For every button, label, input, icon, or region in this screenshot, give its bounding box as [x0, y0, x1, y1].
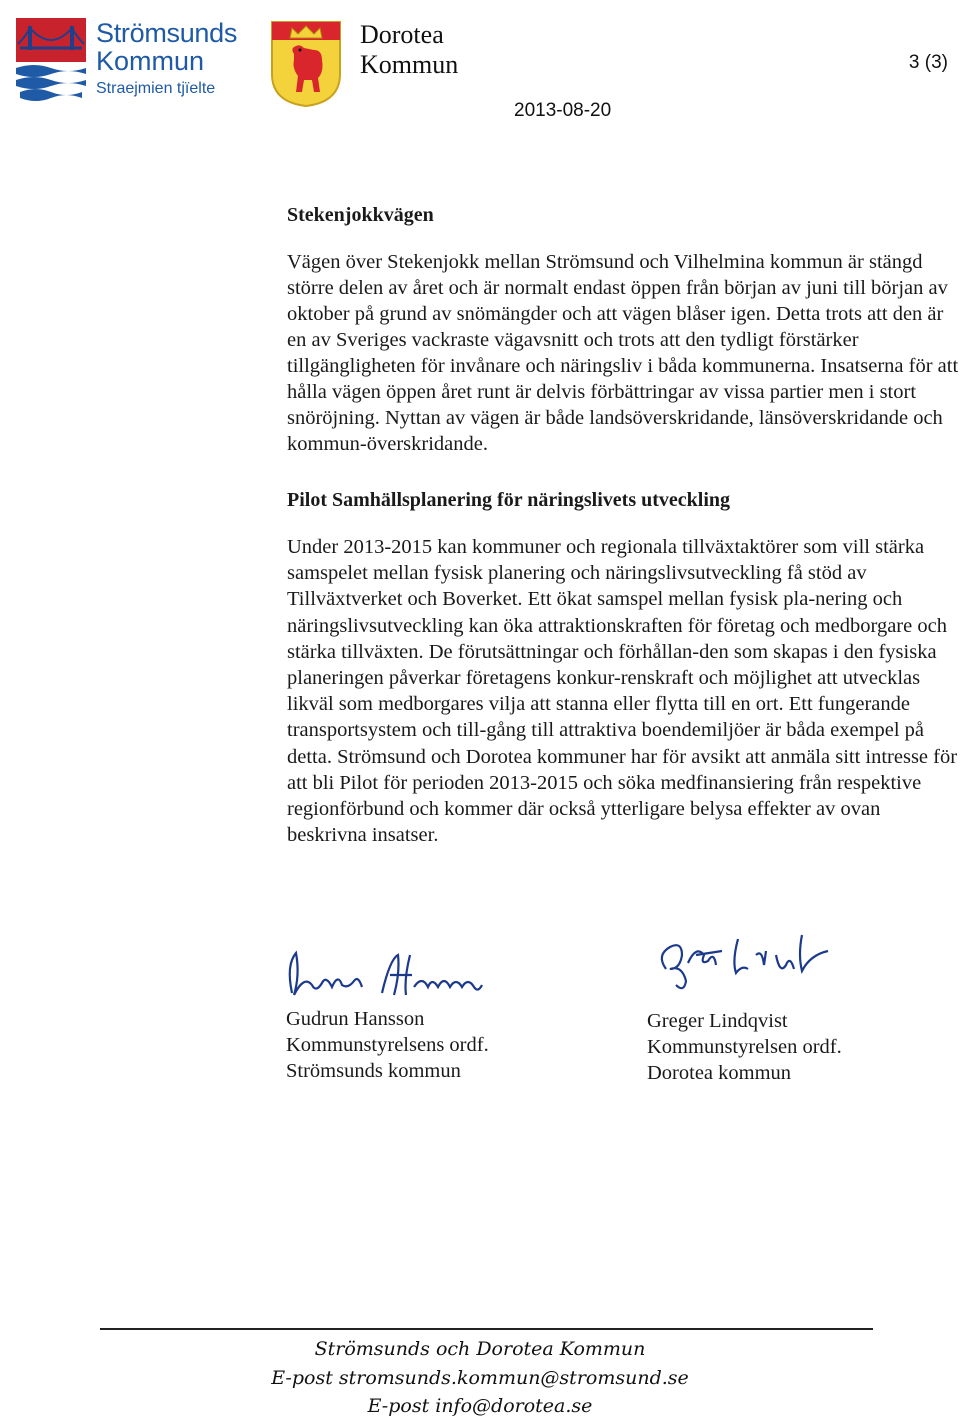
logo-text-sami: Straejmien tjïelte [96, 80, 216, 97]
stromsund-emblem-icon [16, 18, 86, 106]
signatory-block-left [286, 1006, 489, 1084]
footer-email-dorotea: E-post info@dorotea.se [367, 1395, 593, 1417]
signatory-name: Greger Lindqvist [647, 1010, 788, 1032]
org-name-line2: Kommun [360, 50, 459, 79]
stromsund-logo [16, 18, 256, 108]
signatory-name: Gudrun Hansson [286, 1008, 425, 1030]
footer-organisations: Strömsunds och Dorotea Kommun [314, 1338, 646, 1360]
document-body [287, 200, 959, 848]
footer-email-stromsund: E-post stromsunds.kommun@stromsund.se [271, 1367, 689, 1389]
section-heading-pilot: Pilot Samhällsplanering för näringslivets utveckling [287, 489, 730, 511]
logo-text-kommun: Kommun [96, 46, 205, 76]
dorotea-crest-icon [270, 20, 342, 108]
signatory-org: Dorotea kommun [647, 1062, 792, 1084]
org-name-line1: Dorotea [360, 20, 444, 49]
page-number: 3 (3) [908, 52, 948, 73]
signatory-org: Strömsunds kommun [286, 1060, 461, 1082]
section-paragraph-stekenjokk: Vägen över Stekenjokk mellan Strömsund och Vilhelmina kommun är stängd större delen av året och är normalt endast öppen från början av juni till början av oktober på grund av snömängder och att vägen blåser igen. Detta trots att den är en av Sveriges vackraste vägavsnitt och trots att den tydligt förstärker tillgängligheten för invånare och näringsliv i båda kommunerna. Insatserna för att hålla vägen öppen året runt är delvis förbättringar av vissa partier men i stort snöröjning. Nyttan av vägen är både landsöverskridande, länsöverskridande och kommun-överskridande. [287, 251, 959, 455]
signature-greger-lindqvist [652, 925, 842, 997]
section-paragraph-pilot: Under 2013-2015 kan kommuner och regionala tillväxtaktörer som vill stärka samspelet mellan fysisk planering och näringslivsutveckling få stöd av Tillväxtverket och Boverket. Ett ökat samspel mellan fysisk pla-nering och näringslivsutveckling kan öka attraktionskraften för företag och medborgare och stärka tillväxten. De förutsättningar och förhållan-den som skapas i den fysiska planeringen påverkar företagens konkur-renskraft och möjlighet att utvecklas likväl som medborgares vilja att stanna eller flytta till en ort. Ett fungerande transportsystem och till-gång till attraktiva boendemiljöer är båda exempel på detta. Strömsund och Dorotea kommuner har för avsikt att anmäla sitt intresse för att bli Pilot för perioden 2013-2015 och söka medfinansiering från respektive regionförbund och kommer där också ytterligare belysa effekter av ovan beskrivna insatser. [287, 536, 958, 847]
document-date: 2013-08-20 [514, 100, 612, 121]
signatory-title: Kommunstyrelsens ordf. [286, 1034, 489, 1056]
section-heading-stekenjokk: Stekenjokkvägen [287, 204, 434, 226]
signature-gudrun-hansson [282, 945, 492, 1007]
signatory-block-right [647, 1008, 842, 1086]
dorotea-kommun-name [360, 20, 458, 80]
footer-divider [100, 1328, 873, 1330]
signatory-title: Kommunstyrelsen ordf. [647, 1036, 842, 1058]
logo-text-stromsunds: Strömsunds [96, 18, 238, 48]
